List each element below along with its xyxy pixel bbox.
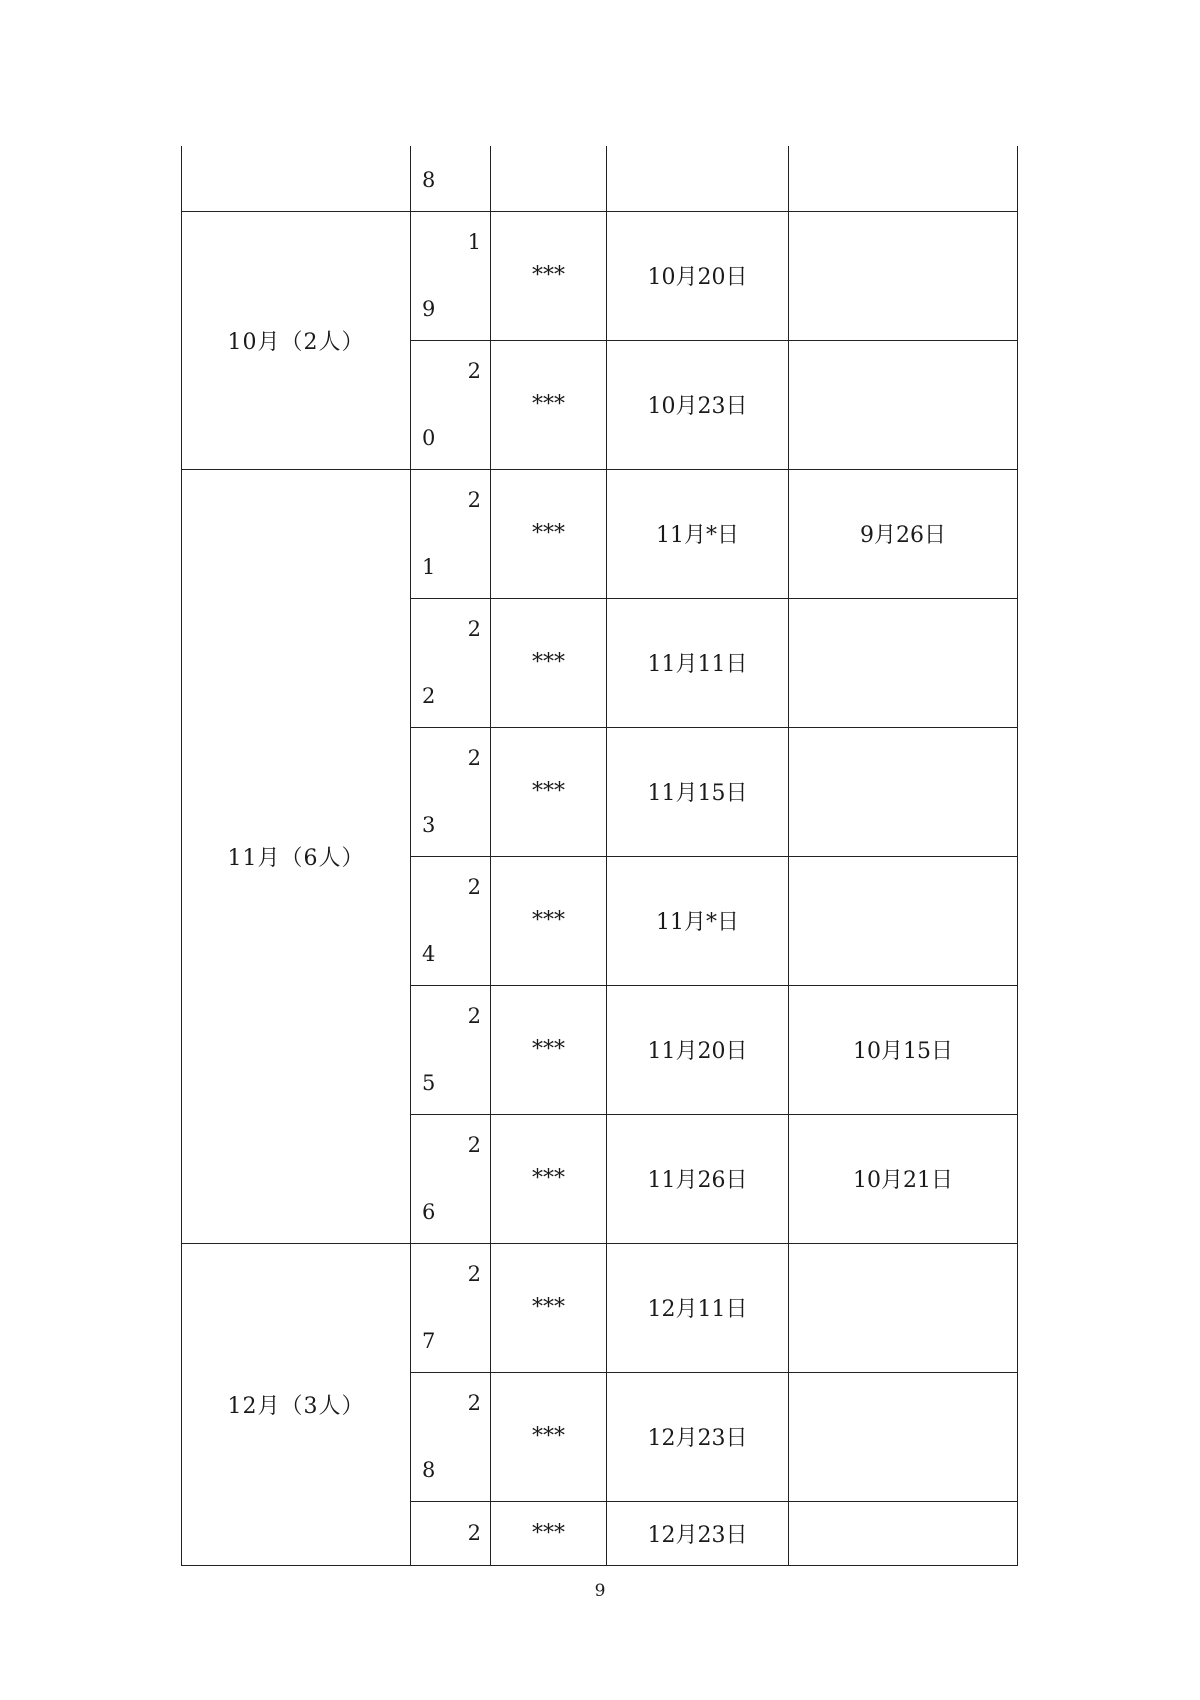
seq-cell xyxy=(411,1243,491,1372)
seq-digit-second: 4 xyxy=(422,941,436,966)
seq-digit-first: 2 xyxy=(467,1390,481,1415)
seq-digit-first: 2 xyxy=(467,1261,481,1286)
table-row xyxy=(182,469,1018,598)
seq-digit-second: 1 xyxy=(422,554,436,579)
seq-digit-first: 2 xyxy=(467,874,481,899)
seq-digit-first: 2 xyxy=(467,1003,481,1028)
seq-cell xyxy=(411,340,491,469)
seq-cell xyxy=(411,1114,491,1243)
seq-digit-second: 0 xyxy=(422,425,436,450)
extra-date-cell xyxy=(789,340,1018,469)
date-cell: 12月23日 xyxy=(607,1372,789,1501)
extra-date-cell xyxy=(789,211,1018,340)
name-cell: *** xyxy=(491,856,607,985)
seq-cell xyxy=(411,1372,491,1501)
seq-cell xyxy=(411,727,491,856)
seq-digit-second: 8 xyxy=(422,1457,436,1482)
name-cell: *** xyxy=(491,727,607,856)
extra-date-cell xyxy=(789,727,1018,856)
name-cell: *** xyxy=(491,1114,607,1243)
extra-date-cell xyxy=(789,598,1018,727)
extra-date-cell: 9月26日 xyxy=(789,469,1018,598)
seq-digit-first: 2 xyxy=(467,616,481,641)
extra-date-cell: 10月21日 xyxy=(789,1114,1018,1243)
seq-cell xyxy=(411,469,491,598)
name-cell: *** xyxy=(491,1501,607,1565)
month-group-october: 10月（2人） xyxy=(182,211,411,469)
name-cell: *** xyxy=(491,211,607,340)
date-cell: 11月*日 xyxy=(607,856,789,985)
seq-digit-first: 2 xyxy=(467,358,481,383)
seq-digit-first: 2 xyxy=(467,487,481,512)
seq-digit-second: 9 xyxy=(422,296,436,321)
extra-date-cell xyxy=(789,1372,1018,1501)
seq-cell xyxy=(411,985,491,1114)
date-cell: 11月20日 xyxy=(607,985,789,1114)
seq-cell xyxy=(411,598,491,727)
extra-date-cell xyxy=(789,1501,1018,1565)
date-cell: 11月15日 xyxy=(607,727,789,856)
seq-digit-second: 2 xyxy=(422,683,436,708)
date-cell: 11月*日 xyxy=(607,469,789,598)
date-cell: 11月11日 xyxy=(607,598,789,727)
extra-date-cell xyxy=(789,856,1018,985)
name-cell: *** xyxy=(491,340,607,469)
extra-date-cell: 10月15日 xyxy=(789,985,1018,1114)
date-cell: 12月11日 xyxy=(607,1243,789,1372)
seq-cell xyxy=(411,1501,491,1565)
name-cell: *** xyxy=(491,985,607,1114)
seq-digit-second: 3 xyxy=(422,812,436,837)
date-cell: 11月26日 xyxy=(607,1114,789,1243)
date-cell xyxy=(607,146,789,211)
seq-digit-second: 8 xyxy=(422,167,436,192)
name-cell: *** xyxy=(491,1243,607,1372)
month-group-november: 11月（6人） xyxy=(182,469,411,1243)
page-number: 9 xyxy=(594,1581,606,1601)
name-cell xyxy=(491,146,607,211)
seq-digit-second: 7 xyxy=(422,1328,436,1353)
seq-digit-first: 2 xyxy=(467,1520,481,1545)
date-cell: 10月23日 xyxy=(607,340,789,469)
name-cell: *** xyxy=(491,1372,607,1501)
extra-date-cell xyxy=(789,146,1018,211)
month-group-december: 12月（3人） xyxy=(182,1243,411,1565)
seq-digit-second: 6 xyxy=(422,1199,436,1224)
table-row xyxy=(182,211,1018,340)
date-cell: 10月20日 xyxy=(607,211,789,340)
seq-cell xyxy=(411,211,491,340)
month-cell-empty xyxy=(182,146,411,211)
extra-date-cell xyxy=(789,1243,1018,1372)
schedule-table xyxy=(181,146,1018,1566)
seq-digit-first: 2 xyxy=(467,745,481,770)
table-row xyxy=(182,146,1018,211)
seq-cell xyxy=(411,856,491,985)
name-cell: *** xyxy=(491,469,607,598)
date-cell: 12月23日 xyxy=(607,1501,789,1565)
seq-digit-first: 2 xyxy=(467,1132,481,1157)
name-cell: *** xyxy=(491,598,607,727)
seq-cell xyxy=(411,146,491,211)
seq-digit-second: 5 xyxy=(422,1070,436,1095)
seq-digit-first: 1 xyxy=(467,229,481,254)
table-row xyxy=(182,1243,1018,1372)
